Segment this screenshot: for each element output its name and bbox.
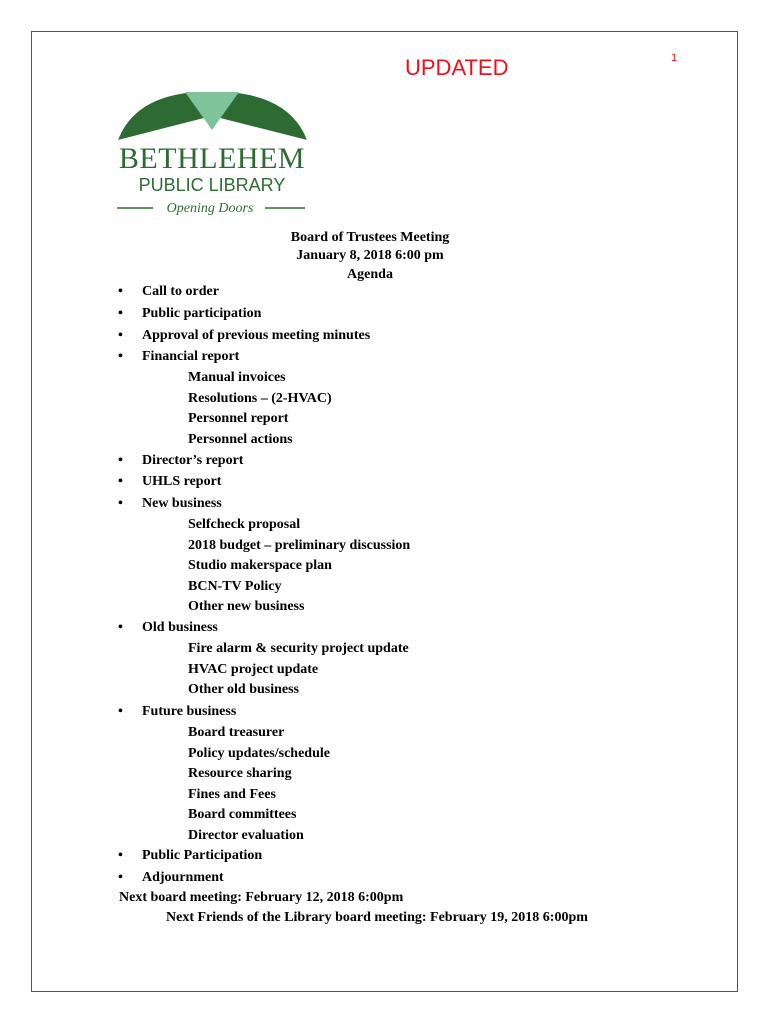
agenda-subitem: BCN-TV Policy	[188, 578, 282, 594]
agenda-subitem: Resource sharing	[188, 766, 292, 782]
agenda-subitem: Selfcheck proposal	[188, 517, 301, 532]
agenda-item: Old business	[142, 620, 218, 635]
next-board-meeting: Next board meeting: February 12, 2018 6:00pm	[119, 890, 404, 905]
bullet: •	[118, 870, 123, 885]
next-friends-meeting: Next Friends of the Library board meeting: February 19, 2018 6:00pm	[166, 910, 588, 925]
meeting-date: January 8, 2018 6:00 pm	[296, 248, 444, 263]
agenda-item: Approval of previous meeting minutes	[142, 328, 371, 343]
agenda-subitem: Board committees	[188, 807, 297, 823]
agenda-subitem: 2018 budget – preliminary discussion	[188, 537, 411, 553]
agenda-subitem: Director evaluation	[188, 828, 304, 843]
bullet: •	[118, 453, 123, 468]
page-number: 1	[671, 52, 678, 64]
bullet: •	[118, 349, 123, 364]
bullet: •	[118, 620, 123, 635]
agenda-item: Adjournment	[142, 870, 224, 885]
agenda-item: Public participation	[142, 306, 262, 321]
agenda-item: Director’s report	[142, 453, 244, 468]
agenda-item: Call to order	[142, 284, 219, 299]
logo-name: BETHLEHEM	[118, 142, 306, 175]
agenda-subitem: Resolutions – (2-HVAC)	[188, 390, 332, 406]
agenda-subitem: Policy updates/schedule	[188, 745, 330, 761]
bullet: •	[118, 306, 123, 321]
agenda-item: Future business	[142, 704, 237, 719]
bullet: •	[118, 704, 123, 719]
agenda-item: UHLS report	[142, 474, 222, 489]
bullet: •	[118, 848, 123, 863]
agenda-subitem: Fines and Fees	[188, 786, 276, 802]
bullet: •	[118, 496, 123, 511]
bullet: •	[118, 328, 123, 343]
agenda-subitem: HVAC project update	[188, 661, 319, 677]
logo-subtitle: PUBLIC LIBRARY	[138, 175, 286, 195]
agenda-subitem: Other old business	[188, 682, 299, 698]
agenda-subitem: Fire alarm & security project update	[188, 641, 409, 656]
meeting-title: Board of Trustees Meeting	[290, 230, 450, 245]
agenda-subitem: Studio makerspace plan	[188, 558, 332, 574]
agenda-item: New business	[142, 496, 222, 511]
logo-tagline: Opening Doors	[166, 201, 254, 216]
agenda-item: Public Participation	[142, 848, 263, 863]
updated-stamp: UPDATED	[405, 55, 509, 80]
agenda-subitem: Other new business	[188, 599, 305, 615]
agenda-item: Financial report	[142, 349, 240, 364]
bullet: •	[118, 284, 123, 299]
bullet: •	[118, 474, 123, 489]
agenda-subitem: Personnel report	[188, 411, 289, 427]
agenda-subitem: Board treasurer	[188, 725, 285, 740]
agenda-heading: Agenda	[347, 267, 393, 282]
library-logo	[115, 88, 310, 218]
agenda-subitem: Personnel actions	[188, 431, 293, 447]
agenda-subitem: Manual invoices	[188, 370, 286, 385]
